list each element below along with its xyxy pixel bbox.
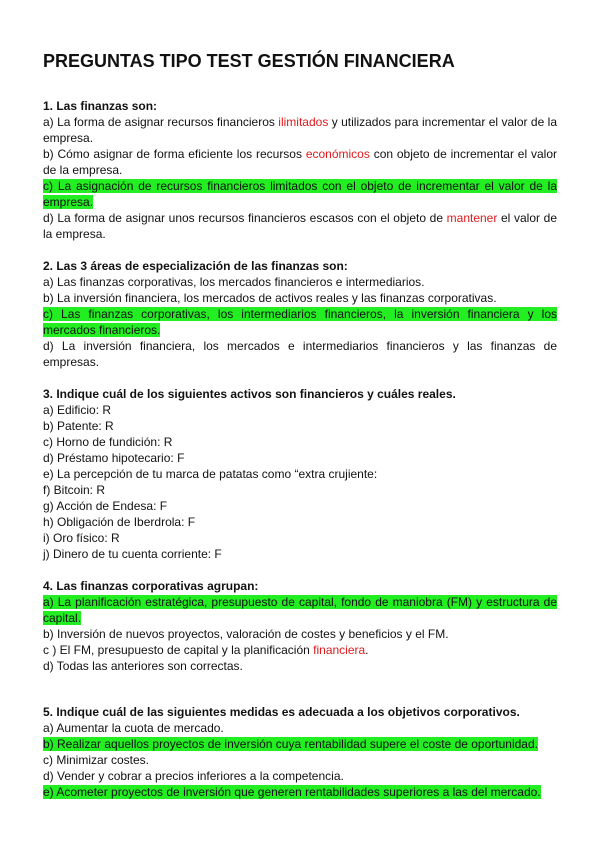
- question-3-item: i) Oro físico: R: [43, 531, 120, 545]
- question-3-item: h) Obligación de Iberdrola: F: [43, 515, 196, 529]
- question-1-option-b: b) Cómo asignar de forma eficiente los recursos económicos con objeto de incrementar el valor de la empresa.: [43, 147, 557, 177]
- question-4-option-d: d) Todas las anteriores son correctas.: [43, 659, 243, 673]
- question-2-option-d: d) La inversión financiera, los mercados e intermediarios financieros y las finanzas de empresas.: [43, 339, 557, 369]
- red-word: mantener: [446, 211, 498, 225]
- correct-answer-highlight: c) La asignación de recursos financieros limitados con el objeto de incrementar el valor de la empresa.: [43, 179, 557, 209]
- correct-answer-highlight: a) La planificación estratégica, presupuesto de capital, fondo de maniobra (FM) y estructura de capital.: [43, 595, 557, 625]
- question-3-item: f) Bitcoin: R: [43, 483, 106, 497]
- question-2-option-c-correct: [43, 306, 557, 338]
- question-3-item: c) Horno de fundición: R: [43, 435, 173, 449]
- red-word: económicos: [305, 147, 370, 161]
- question-5-option-b-correct: [43, 736, 557, 752]
- question-2-option-a: a) Las finanzas corporativas, los mercados financieros e intermediarios.: [43, 275, 425, 289]
- question-5-option-e-correct: [43, 784, 557, 800]
- question-5: [43, 704, 557, 800]
- question-4-title: 4. Las finanzas corporativas agrupan:: [43, 579, 259, 593]
- question-3-item: a) Edificio: R: [43, 403, 112, 417]
- question-1-option-c-correct: [43, 178, 557, 210]
- question-3-item: b) Patente: R: [43, 419, 114, 433]
- question-1-title: 1. Las finanzas son:: [43, 99, 158, 113]
- question-1-option-a: a) La forma de asignar recursos financieros ilimitados y utilizados para incrementar el valor de la empresa.: [43, 115, 557, 145]
- document-title: PREGUNTAS TIPO TEST GESTIÓN FINANCIERA: [43, 51, 455, 71]
- question-3: [43, 386, 557, 562]
- document-page: [43, 50, 557, 816]
- question-4: [43, 578, 557, 674]
- correct-answer-highlight: b) Realizar aquellos proyectos de inversión cuya rentabilidad supere el coste de oportunidad.: [43, 737, 538, 751]
- question-1: [43, 98, 557, 242]
- question-5-option-c: c) Minimizar costes.: [43, 753, 150, 767]
- correct-answer-highlight: e) Acometer proyectos de inversión que generen rentabilidades superiores a las del mercado.: [43, 785, 541, 799]
- question-3-item: e) La percepción de tu marca de patatas como “extra crujiente:: [43, 467, 378, 481]
- question-2: [43, 258, 557, 370]
- correct-answer-highlight: c) Las finanzas corporativas, los intermediarios financieros, la inversión financiera y los mercados financieros.: [43, 307, 557, 337]
- red-word: financiera: [313, 643, 366, 657]
- question-4-option-a-correct: [43, 594, 557, 626]
- question-5-title: 5. Indique cuál de las siguientes medidas es adecuada a los objetivos corporativos.: [43, 705, 520, 719]
- question-4-option-b: b) Inversión de nuevos proyectos, valoración de costes y beneficios y el FM.: [43, 627, 449, 641]
- question-3-item: d) Préstamo hipotecario: F: [43, 451, 185, 465]
- question-4-option-c: c ) El FM, presupuesto de capital y la planificación financiera.: [43, 643, 369, 657]
- question-5-option-d: d) Vender y cobrar a precios inferiores a la competencia.: [43, 769, 344, 783]
- question-3-item: j) Dinero de tu cuenta corriente: F: [43, 547, 222, 561]
- question-2-option-b: b) La inversión financiera, los mercados de activos reales y las finanzas corporativas.: [43, 291, 497, 305]
- red-word: ilimitados: [278, 115, 329, 129]
- question-5-option-a: a) Aumentar la cuota de mercado.: [43, 721, 224, 735]
- question-2-title: 2. Las 3 áreas de especialización de las finanzas son:: [43, 259, 348, 273]
- question-1-option-d: d) La forma de asignar unos recursos financieros escasos con el objeto de mantener el valor de la empresa.: [43, 211, 558, 241]
- question-3-item: g) Acción de Endesa: F: [43, 499, 168, 513]
- question-3-title: 3. Indique cuál de los siguientes activos son financieros y cuáles reales.: [43, 387, 456, 401]
